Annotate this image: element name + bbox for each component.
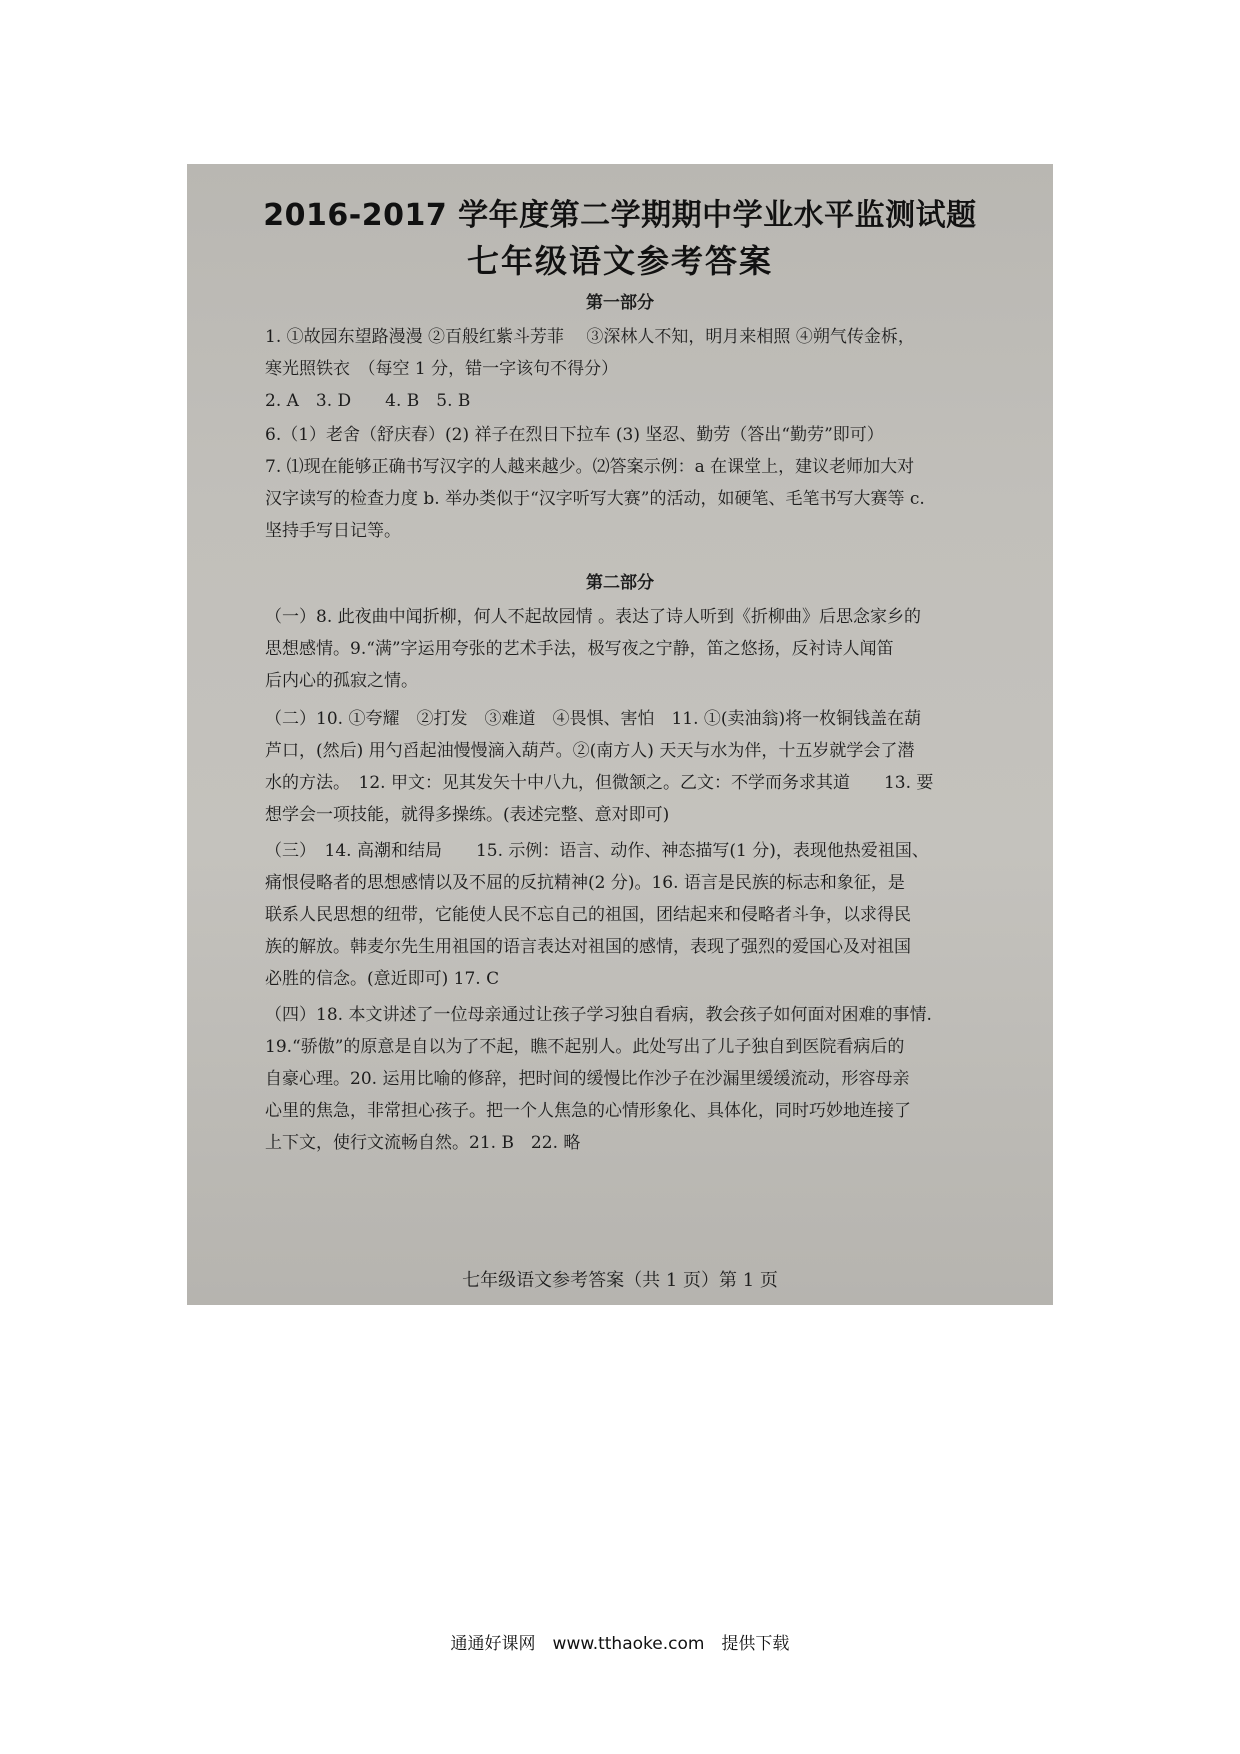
- answer-line: 痛恨侵略者的思想感情以及不屈的反抗精神(2 分)。16. 语言是民族的标志和象征，是: [265, 873, 905, 893]
- answer-line: （四）18. 本文讲述了一位母亲通过让孩子学习独自看病，教会孩子如何面对困难的事情.: [265, 1005, 932, 1025]
- answer-line: 水的方法。 12. 甲文：见其发矢十中八九，但微颔之。乙文：不学而务求其道 13. 要: [265, 773, 934, 793]
- answer-line: 思想感情。9.“满”字运用夸张的艺术手法，极写夜之宁静，笛之悠扬，反衬诗人闻笛: [265, 639, 894, 659]
- answer-line: 心里的焦急，非常担心孩子。把一个人焦急的心情形象化、具体化，同时巧妙地连接了: [265, 1101, 911, 1121]
- photo-page-footer: 七年级语文参考答案（共 1 页）第 1 页: [462, 1270, 778, 1291]
- answer-line: （三） 14. 高潮和结局 15. 示例：语言、动作、神态描写(1 分)，表现他热爱祖国、: [265, 841, 929, 861]
- answer-line: 6.（1）老舍（舒庆春）(2) 祥子在烈日下拉车 (3) 坚忍、勤劳（答出“勤劳”即可）: [265, 425, 884, 445]
- answer-line: 后内心的孤寂之情。: [265, 671, 418, 691]
- site-footer: 通通好课网 www.tthaoke.com 提供下载: [450, 1634, 790, 1654]
- answer-line: 汉字读写的检查力度 b. 举办类似于“汉字听写大赛”的活动，如硬笔、毛笔书写大赛等 c.: [265, 489, 925, 509]
- answer-line: 19.“骄傲”的原意是自以为了不起，瞧不起别人。此处写出了儿子独自到医院看病后的: [265, 1037, 905, 1057]
- exam-title: 2016-2017 学年度第二学期期中学业水平监测试题: [263, 198, 977, 233]
- answer-sheet-photo: [187, 164, 1053, 1305]
- answer-line: 1. ①故园东望路漫漫 ②百般红紫斗芳菲 ③深林人不知，明月来相照 ④朔气传金柝，: [265, 327, 915, 347]
- answer-line: 自豪心理。20. 运用比喻的修辞，把时间的缓慢比作沙子在沙漏里缓缓流动，形容母亲: [265, 1069, 910, 1089]
- answer-line: 寒光照铁衣 （每空 1 分，错一字该句不得分）: [265, 359, 619, 379]
- answer-line: （一）8. 此夜曲中闻折柳，何人不起故园情 。表达了诗人听到《折柳曲》后思念家乡的: [265, 607, 922, 627]
- answer-line: 芦口，(然后) 用勺舀起油慢慢滴入葫芦。②(南方人) 天天与水为伴，十五岁就学会了潜: [265, 741, 915, 761]
- answer-key-title: 七年级语文参考答案: [466, 242, 773, 280]
- part1-heading: 第一部分: [586, 293, 654, 313]
- answer-line: 必胜的信念。(意近即可) 17. C: [265, 969, 500, 989]
- answer-line: 上下文，使行文流畅自然。21. B 22. 略: [265, 1133, 581, 1153]
- answer-line: （二）10. ①夸耀 ②打发 ③难道 ④畏惧、害怕 11. ①(卖油翁)将一枚铜钱盖在葫: [265, 709, 922, 729]
- answer-line: 2. A 3. D 4. B 5. B: [265, 391, 471, 411]
- answer-line: 族的解放。韩麦尔先生用祖国的语言表达对祖国的感情，表现了强烈的爱国心及对祖国: [265, 937, 911, 957]
- answer-line: 坚持手写日记等。: [265, 521, 401, 541]
- answer-line: 想学会一项技能，就得多操练。(表述完整、意对即可): [265, 805, 670, 825]
- answer-line: 联系人民思想的纽带，它能使人民不忘自己的祖国，团结起来和侵略者斗争，以求得民: [265, 905, 911, 925]
- answer-line: 7. ⑴现在能够正确书写汉字的人越来越少。⑵答案示例：a 在课堂上，建议老师加大对: [265, 457, 915, 477]
- part2-heading: 第二部分: [586, 573, 654, 593]
